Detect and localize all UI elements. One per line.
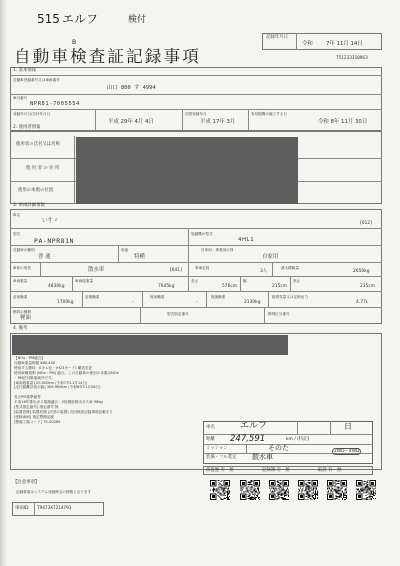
reg-number-label: 自動車登録番号又は車両番号 bbox=[13, 78, 60, 82]
card-name-label: 車名 bbox=[206, 425, 215, 430]
page-title: 自動車検査証記録事項 bbox=[14, 47, 201, 66]
handwritten-stamp-mark: 検付 bbox=[128, 15, 147, 25]
use-label: 用途 bbox=[121, 248, 129, 252]
redaction-user bbox=[76, 137, 298, 204]
card-check-manual: 取説 有・無 bbox=[318, 468, 342, 473]
category-label: 類別区分番号 bbox=[268, 312, 290, 316]
first-reg-value: 平成 29年 4月 4日 bbox=[108, 119, 154, 125]
remarks-line: 自動車重量税額 ¥80,400 bbox=[14, 360, 56, 365]
card-drive-value: 2WD・4WD bbox=[334, 448, 360, 454]
section-user-title: 2. 使用者情報 bbox=[13, 125, 41, 130]
first-reg-year-label: 初度登録年月 bbox=[185, 112, 207, 116]
section-vehicle-title: 3. 車両詳細情報 bbox=[13, 203, 45, 208]
chassis-label: 車台番号 bbox=[13, 96, 28, 100]
front-rear-label: 前後軸重 bbox=[85, 295, 100, 299]
card-body-label: 装備・フル装定 bbox=[206, 455, 237, 460]
card-grade-value: 日 bbox=[344, 422, 352, 431]
card-mileage-value: 247,591 bbox=[230, 434, 266, 444]
body-label: 車体の形状 bbox=[13, 266, 31, 270]
first-reg-year-value: 平成 17年 3月 bbox=[200, 119, 236, 125]
reg-number-value: 山口 800 す 4994 bbox=[107, 85, 156, 91]
private-value: 自家用 bbox=[262, 254, 279, 260]
qr-code-6 bbox=[356, 480, 376, 500]
remarks-line: [装置有無] 装置有無 (次回の装置) 次回検査記録事項記載あり bbox=[14, 409, 113, 414]
engine-label: 原動機の型式 bbox=[191, 232, 213, 236]
gross-label: 車両総重量 bbox=[75, 279, 93, 283]
fuel-value: 軽油 bbox=[20, 315, 31, 321]
weight-value: 4830kg bbox=[48, 284, 65, 289]
handwritten-sub-mark: B bbox=[72, 39, 77, 46]
maker-label: 車名 bbox=[13, 213, 21, 217]
width-value: 215cm bbox=[272, 284, 288, 289]
card-trans-value: そのた bbox=[268, 444, 289, 452]
remarks-line: 使用する燃料：Eキル社・(H23モード) 構造変更 bbox=[14, 365, 92, 370]
maker-value: いすゞ bbox=[42, 218, 59, 224]
private-label: 自家用・事業用の別 bbox=[201, 248, 234, 252]
model-value: PA-NPR81N bbox=[34, 237, 75, 245]
height-label: 高さ bbox=[293, 279, 301, 283]
weight-label: 車両重量 bbox=[13, 279, 28, 283]
section-remarks-title: 4. 備考 bbox=[13, 326, 28, 331]
remarks-line: ・PM法対策地域外です。 bbox=[14, 375, 55, 380]
chassis-value: NPR81-7005554 bbox=[30, 101, 80, 107]
user-address-label: 使 用 者 の 住 所 bbox=[26, 166, 60, 171]
body-value: 散水車 bbox=[88, 267, 105, 273]
remarks-line: 長さPM基準値等 bbox=[14, 395, 41, 400]
issue-date: 7年 11月 14日 bbox=[326, 41, 363, 47]
rear-axle-value: 2130kg bbox=[244, 300, 261, 305]
remarks-line: 【NOx・PM適合】 bbox=[14, 356, 45, 360]
expiry-label: 有効期間の満了する日 bbox=[251, 112, 287, 116]
rear-axle-label: 後後軸重 bbox=[211, 295, 226, 299]
handwritten-vehicle-name: エルフ bbox=[62, 12, 99, 26]
card-trans-label: ミッション bbox=[206, 446, 228, 451]
kind-label: 自動車の種別 bbox=[13, 248, 35, 252]
record-id-label: 車両ID bbox=[15, 506, 29, 511]
height-value: 235cm bbox=[360, 284, 376, 289]
card-body-value: 散水車 bbox=[252, 453, 273, 461]
maker-code: [012] bbox=[360, 221, 372, 226]
section-basic-title: 1. 基本情報 bbox=[13, 68, 37, 73]
displacement-label: 総排気量又は定格出力 bbox=[272, 295, 308, 299]
first-reg-label: 登録年月日/交付年月日 bbox=[13, 112, 51, 116]
qr-code-3 bbox=[269, 480, 289, 500]
remarks-line: 使用車種規制 (NOx・PM) 適合。この自動車の使用の本拠はNOx bbox=[14, 370, 119, 375]
remarks-line: [走行距離計表示値] 309,900km (令和6年11月28日) bbox=[14, 385, 101, 390]
remarks-line: [整備工場コード] 75-00389 bbox=[14, 419, 61, 424]
expiry-value: 令和 8年 11月 30日 bbox=[318, 119, 368, 125]
scan-shadow bbox=[0, 0, 7, 566]
doc-number: 751233310963 bbox=[336, 56, 368, 61]
user-base-label: 使用の本拠の位置 bbox=[18, 188, 54, 193]
gross-value: 7645kg bbox=[158, 284, 175, 289]
type-no-label: 型式指定番号 bbox=[167, 312, 189, 316]
front-axle-value: 1700kg bbox=[57, 300, 74, 305]
card-check-repair: 修復歴 有・無 bbox=[206, 468, 234, 473]
rear-front-label: 後前軸重 bbox=[150, 295, 165, 299]
record-id-value: T9473X7214791 bbox=[37, 506, 72, 511]
qr-code-4 bbox=[298, 480, 318, 500]
displacement-value: 4.77L bbox=[356, 300, 369, 305]
qr-code-1 bbox=[210, 480, 230, 500]
user-name-label: 使用者の氏名又は名称 bbox=[16, 142, 60, 147]
card-mileage-label: 距離 bbox=[206, 437, 215, 442]
notice-text: 記録事項はシステム登録時点の情報となります bbox=[16, 490, 92, 494]
capacity-value: 3人 bbox=[260, 269, 268, 274]
handwritten-number: 515 bbox=[37, 12, 60, 26]
qr-code-2 bbox=[240, 480, 260, 500]
engine-value: 4HL1 bbox=[238, 237, 255, 243]
capacity-label: 乗車定員 bbox=[195, 266, 210, 270]
length-value: 576cm bbox=[222, 284, 238, 289]
front-axle-label: 前前軸重 bbox=[13, 295, 28, 299]
card-name-value: エルフ bbox=[240, 421, 268, 431]
use-value: 特種 bbox=[134, 254, 145, 260]
model-label: 型式 bbox=[13, 232, 21, 236]
card-check-record: 記録簿 有・無 bbox=[262, 468, 290, 473]
width-label: 幅 bbox=[243, 279, 247, 283]
remarks-line: 平成16年排出ガス規制適合・2段階低排出ガス車 98kg bbox=[14, 400, 103, 405]
issue-date-label: 記録年月日 bbox=[266, 35, 288, 40]
rear-front-value: - bbox=[196, 300, 198, 305]
kind-value: 普 通 bbox=[38, 254, 51, 260]
redaction-remarks bbox=[12, 335, 288, 355]
remarks-line: [受検車両] 指定整備記録 bbox=[14, 414, 54, 419]
length-label: 長さ bbox=[191, 279, 199, 283]
qr-code-5 bbox=[327, 480, 347, 500]
front-rear-value: - bbox=[132, 300, 134, 305]
fuel-label: 燃料の種類 bbox=[13, 310, 31, 314]
card-mileage-unit: km / (特記) bbox=[286, 437, 310, 442]
issue-era: 令和 bbox=[302, 41, 313, 47]
body-code: [641] bbox=[170, 268, 182, 273]
remarks-line: [型式指定番号] 指定番号 無 bbox=[14, 405, 59, 409]
remarks-line: [車両総重量] 20,000km (令和7年11月14日) bbox=[14, 380, 88, 385]
max-load-value: 2650kg bbox=[353, 269, 370, 274]
notice-title: 【注意事項】 bbox=[13, 480, 40, 485]
max-load-label: 最大積載量 bbox=[281, 266, 299, 270]
